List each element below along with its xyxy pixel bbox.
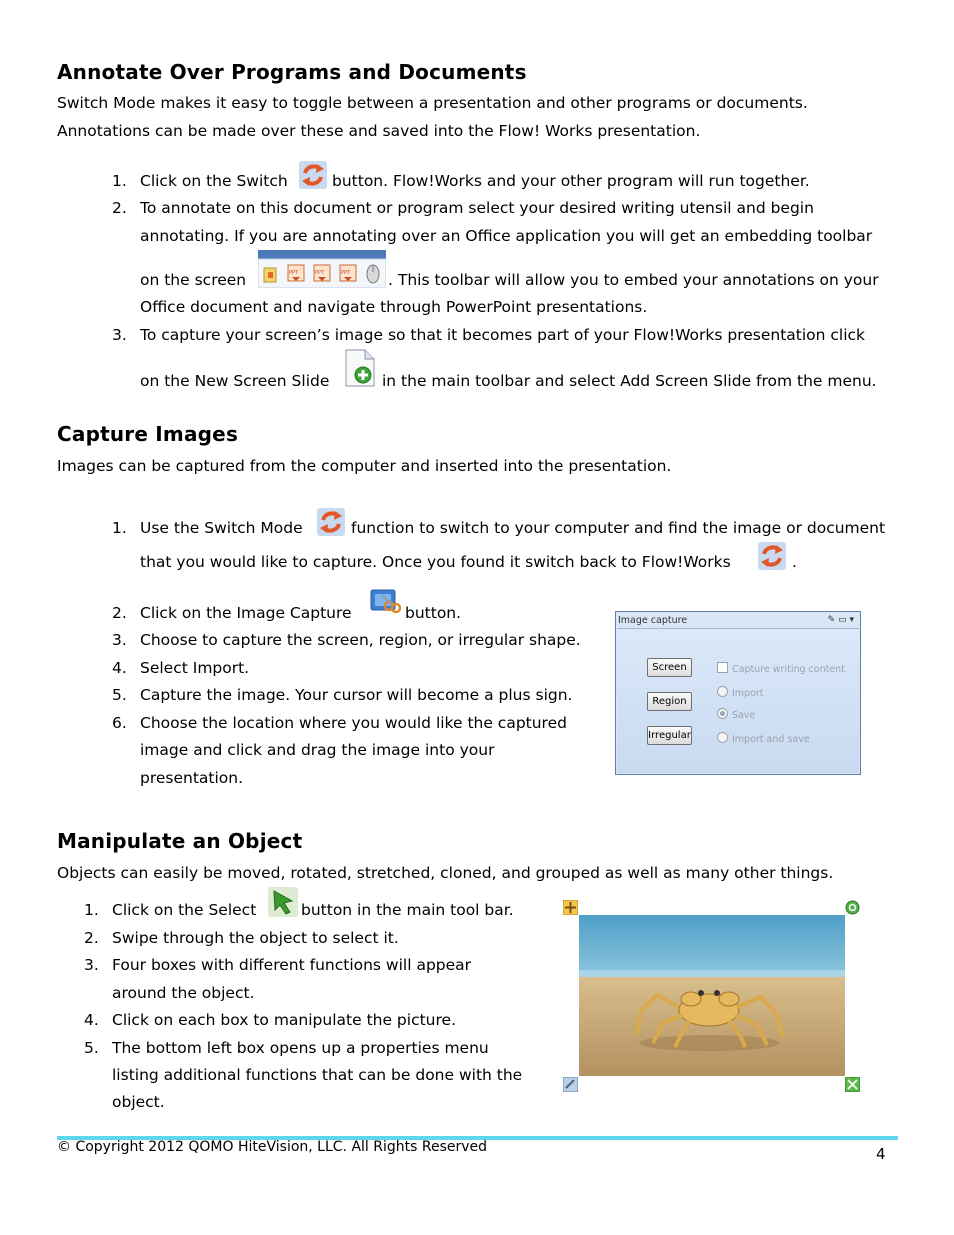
pin-icon[interactable]: ✎	[827, 615, 836, 625]
embedding-toolbar-icon[interactable]	[258, 250, 386, 288]
step-number: 5.	[112, 686, 127, 704]
capture-writing-checkbox[interactable]	[717, 662, 845, 675]
step-text: on the New Screen Slide	[140, 372, 330, 390]
step-number: 5.	[84, 1039, 99, 1057]
step-text: Capture the image. Your cursor will become a plus sign.	[140, 686, 573, 704]
step-number: 3.	[112, 631, 127, 649]
step-text: on the screen	[140, 271, 247, 289]
dialog-body	[617, 628, 859, 773]
import-and-save-radio[interactable]	[717, 732, 810, 745]
step-number: 1.	[84, 901, 99, 919]
option-label: Import and save	[732, 734, 810, 745]
step-text: Office document and navigate through PowerPoint presentations.	[140, 298, 648, 316]
dock-icon[interactable]: ▭	[838, 615, 847, 625]
irregular-button[interactable]: Irregular	[647, 726, 692, 745]
heading-manipulate-object: Manipulate an Object	[57, 829, 303, 853]
switch-mode-icon[interactable]	[317, 508, 345, 536]
step-number: 4.	[112, 659, 127, 677]
step-text: Click on the Switch	[140, 172, 288, 190]
switch-icon[interactable]	[299, 161, 327, 189]
dialog-title-controls	[828, 615, 854, 625]
option-label: Capture writing content	[732, 664, 845, 675]
stretch-handle-icon[interactable]	[845, 1077, 860, 1092]
step-text: listing additional functions that can be done with the	[112, 1066, 523, 1084]
step-text: Four boxes with different functions will appear	[112, 956, 472, 974]
intro-capture: Images can be captured from the computer and inserted into the presentation.	[57, 457, 672, 475]
rotate-handle-icon[interactable]	[845, 900, 860, 915]
step-text: Select Import.	[140, 659, 250, 677]
option-label: Import	[732, 688, 764, 699]
image-capture-icon[interactable]	[369, 588, 401, 616]
screen-button[interactable]: Screen	[647, 658, 692, 677]
select-arrow-icon[interactable]	[268, 887, 298, 917]
region-button[interactable]: Region	[647, 692, 692, 711]
step-text: in the main toolbar and select Add Screen Slide from the menu.	[382, 372, 877, 390]
intro-annotate-line1: Switch Mode makes it easy to toggle between a presentation and other programs or documents.	[57, 94, 808, 112]
heading-annotate: Annotate Over Programs and Documents	[57, 60, 527, 84]
step-number: 6.	[112, 714, 127, 732]
step-text: .	[792, 553, 797, 571]
step-number: 1.	[112, 519, 127, 537]
step-text: around the object.	[112, 984, 255, 1002]
step-number: 2.	[112, 199, 127, 217]
svg-text:PPT: PPT	[289, 270, 299, 276]
step-number: 1.	[112, 172, 127, 190]
svg-text:PPT: PPT	[315, 270, 325, 276]
dialog-title: Image capture	[618, 615, 688, 626]
step-text: that you would like to capture. Once you found it switch back to Flow!Works	[140, 553, 731, 571]
step-text: presentation.	[140, 769, 244, 787]
step-text: button.	[405, 604, 462, 622]
heading-capture-images: Capture Images	[57, 422, 239, 446]
move-handle-icon[interactable]	[563, 900, 578, 915]
save-radio[interactable]	[717, 708, 755, 721]
crab-picture[interactable]	[579, 915, 845, 1076]
intro-manipulate: Objects can easily be moved, rotated, stretched, cloned, and grouped as well as many other things.	[57, 864, 834, 882]
step-text: Swipe through the object to select it.	[112, 929, 399, 947]
new-screen-slide-icon[interactable]	[343, 349, 377, 387]
step-text: Choose the location where you would like the captured	[140, 714, 567, 732]
step-number: 2.	[112, 604, 127, 622]
copyright: © Copyright 2012 QOMO HiteVision, LLC. All Rights Reserved	[57, 1139, 488, 1155]
image-capture-dialog	[615, 611, 861, 775]
step-text: Choose to capture the screen, region, or irregular shape.	[140, 631, 581, 649]
step-text: object.	[112, 1093, 165, 1111]
step-number: 3.	[112, 326, 127, 344]
step-text: The bottom left box opens up a properties menu	[112, 1039, 489, 1057]
step-text: annotating. If you are annotating over an Office application you will get an embedding toolbar	[140, 227, 873, 245]
dropdown-icon[interactable]: ▾	[849, 615, 854, 625]
step-text: function to switch to your computer and find the image or document	[351, 519, 886, 537]
page-number: 4	[876, 1145, 886, 1163]
svg-text:PPT: PPT	[341, 270, 351, 276]
option-label: Save	[732, 710, 756, 721]
step-text: Use the Switch Mode	[140, 519, 303, 537]
step-text: image and click and drag the image into your	[140, 741, 495, 759]
step-number: 2.	[84, 929, 99, 947]
import-radio[interactable]	[717, 686, 764, 699]
step-text: Click on each box to manipulate the picture.	[112, 1011, 456, 1029]
step-text: button. Flow!Works and your other program will run together.	[332, 172, 810, 190]
step-text: Click on the Image Capture	[140, 604, 352, 622]
step-number: 4.	[84, 1011, 99, 1029]
step-text: button in the main tool bar.	[301, 901, 514, 919]
step-text: Click on the Select	[112, 901, 257, 919]
properties-handle-icon[interactable]	[563, 1077, 578, 1092]
step-text: To capture your screen’s image so that it becomes part of your Flow!Works presentation click	[140, 326, 866, 344]
intro-annotate-line2: Annotations can be made over these and saved into the Flow! Works presentation.	[57, 122, 701, 140]
step-text: To annotate on this document or program select your desired writing utensil and begin	[140, 199, 814, 217]
step-text: . This toolbar will allow you to embed your annotations on your	[388, 271, 879, 289]
switch-icon[interactable]	[758, 542, 786, 570]
step-number: 3.	[84, 956, 99, 974]
